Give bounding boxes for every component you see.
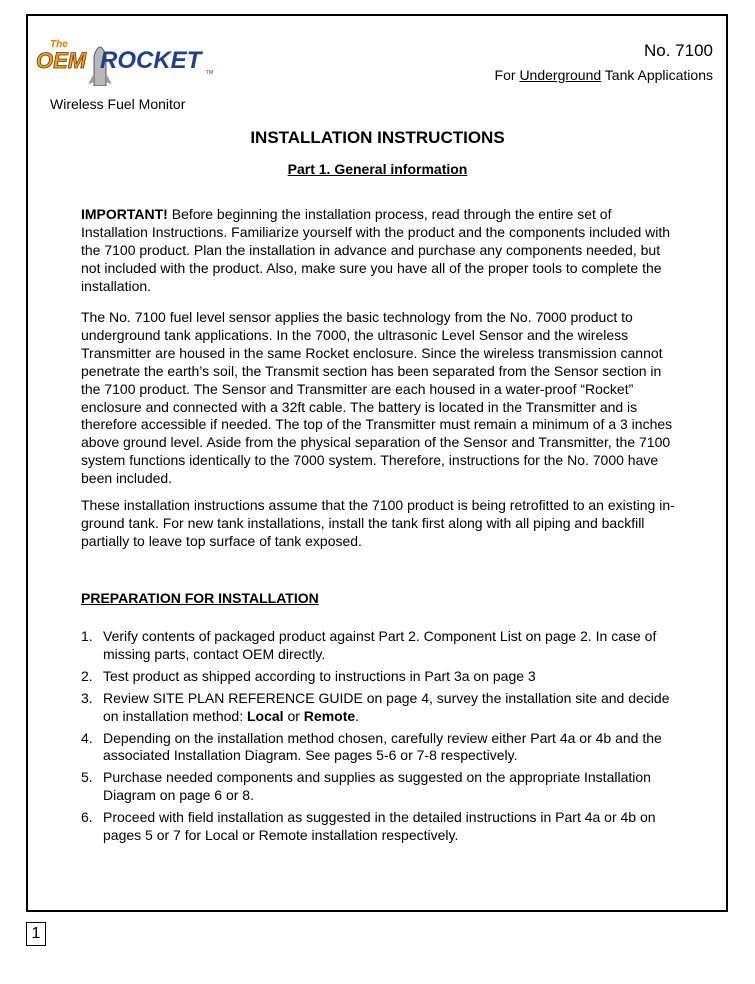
list-item [81,628,681,664]
page-title: INSTALLATION INSTRUCTIONS [250,128,505,147]
step-text-end: . [355,707,360,724]
document-number: No. 7100 [644,41,713,60]
step-number: 4. [81,729,93,746]
important-paragraph [81,206,681,296]
local-option: Local [246,707,284,724]
list-item [81,809,681,845]
step-text: Test product as shipped according to instructions in Part 3a on page 3 [103,667,536,684]
remote-option: Remote [303,707,356,724]
oem-rocket-logo [36,34,216,86]
logo-word-text: ROCKET [100,47,202,74]
list-item [81,730,681,766]
step-text: Review SITE PLAN REFERENCE GUIDE on page 4, survey the installation site and decide on installation method: [103,689,670,724]
step-number: 3. [81,689,93,706]
application-line [495,67,713,83]
step-number: 5. [81,769,93,786]
important-label: IMPORTANT! [81,206,168,222]
list-item [81,668,681,686]
retrofit-paragraph: These installation instructions assume that the 7100 product is being retrofitted to an existing in-ground tank. For new tank installations, install the tank first along with all piping and backfill partially to leave top surface of tank exposed. [81,497,675,549]
overview-paragraph: The No. 7100 fuel level sensor applies the basic technology from the No. 7000 product to underground tank applications. In the 7000, the ultrasonic Level Sensor and the wireless Transmitter are housed in the same Rocket enclosure. Since the wireless transmission cannot penetrate the earth’s soil, the Transmit section has been separated from the Sensor section in the 7100 product. The Sensor and Transmitter are each housed in a water-proof “Rocket” enclosure and connected with a 32ft cable. The battery is located in the Transmitter and is therefore accessible if needed. The top of the Transmitter must remain a minimum of a 3 inches above ground level. Aside from the physical separation of the Sensor and Transmitter, the 7100 system functions identically to the 7000 system. Therefore, instructions for the No. 7000 have been included. [81,309,673,487]
step-number: 6. [81,809,93,826]
step-text: Verify contents of packaged product against Part 2. Component List on page 2. In case of missing parts, contact OEM directly. [103,628,657,662]
logo-small-text: The [50,39,68,50]
logo-brand-text: OEM [36,48,87,73]
step-number: 2. [81,667,93,684]
step-text: Proceed with field installation as suggested in the detailed instructions in Part 4a or 4b on pages 5 or 7 for Local or Remote installation respectively. [103,809,656,844]
product-line: Wireless Fuel Monitor [50,96,186,112]
page-number: 1 [26,922,46,946]
list-item [81,769,681,805]
preparation-steps [81,628,681,849]
important-text: Before beginning the installation process, read through the entire set of Installation Instructions. Familiarize yourself with the product and the components included with the 7100 product. Plan the installation in advance and purchase any components needed, but not included with the product. Also, make sure you have all of the proper tools to complete the installation. [81,206,671,294]
part-heading: Part 1. General information [287,161,468,177]
application-underlined: Underground [519,67,602,83]
step-text-or: or [283,707,304,724]
application-suffix: Tank Applications [601,67,713,83]
list-item [81,690,681,726]
step-number: 1. [81,628,93,644]
logo-tm: TM [206,70,214,76]
preparation-heading: PREPARATION FOR INSTALLATION [81,590,319,606]
step-text: Purchase needed components and supplies as suggested on the appropriate Installation Diagram on page 6 or 8. [103,769,651,804]
application-prefix: For [494,67,520,83]
step-text: Depending on the installation method chosen, carefully review either Part 4a or 4b and the associated Installation Diagram. See pages 5-6 or 7-8 respectively. [103,729,662,764]
